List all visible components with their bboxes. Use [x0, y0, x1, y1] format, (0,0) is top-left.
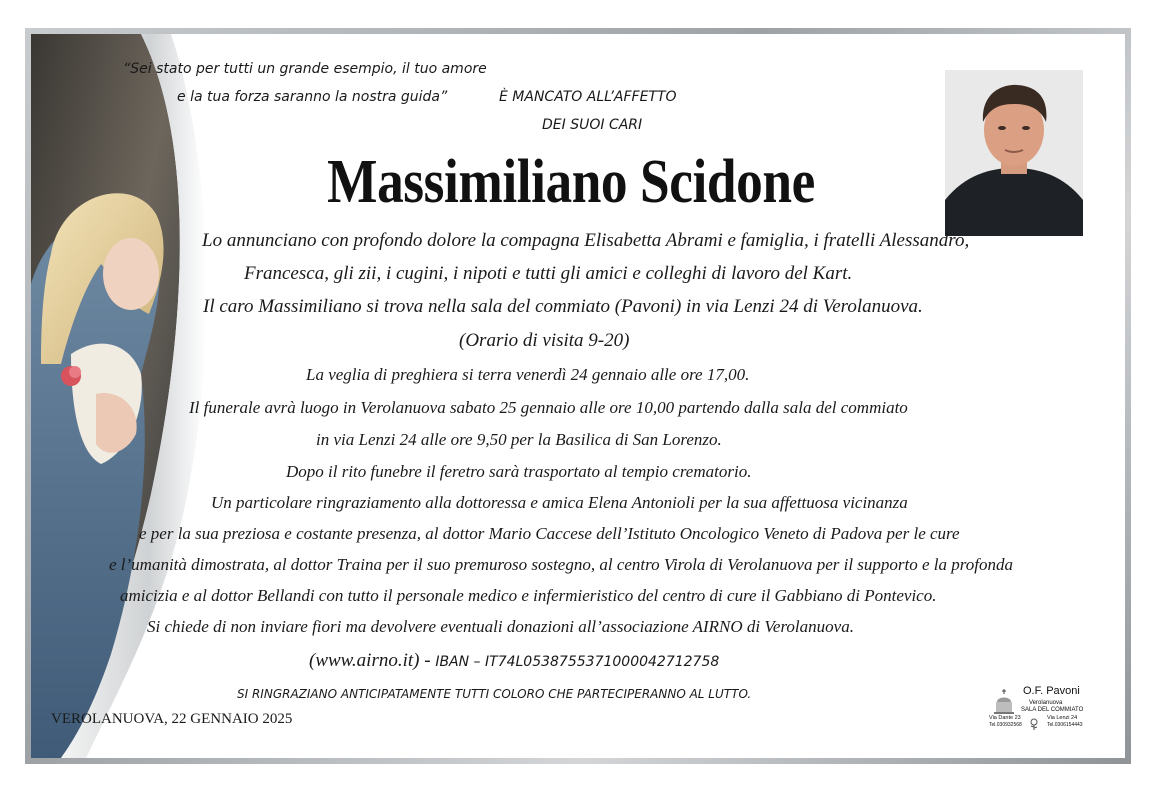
- funeral-home-logo: [989, 682, 1089, 738]
- thanks-line: SI RINGRAZIANO ANTICIPATAMENTE TUTTI COLORO CHE PARTECIPERANNO AL LUTTO.: [237, 687, 752, 701]
- body-line-8: Dopo il rito funebre il feretro sarà trasportato al tempio crematorio.: [286, 462, 752, 481]
- funeral-home-name: O.F. Pavoni: [1023, 685, 1080, 697]
- body-line-13: Si chiede di non inviare fiori ma devolvere eventuali donazioni all’associazione AIRNO di Verolanuova.: [147, 617, 854, 636]
- donation-iban: IBAN – IT74L0538755371000042712758: [435, 654, 720, 670]
- madonna-image: [31, 34, 231, 758]
- body-line-5: La veglia di preghiera si terra venerdì 24 gennaio alle ore 17,00.: [306, 365, 750, 384]
- body-line-12: amicizia e al dottor Bellandi con tutto il personale medico e infermieristico del centro di cure il Gabbiano di Pontevico.: [120, 586, 937, 605]
- funeral-home-address-2: Via Lenzi 24: [1047, 715, 1078, 721]
- quote-line-2: e la tua forza saranno la nostra guida”: [177, 89, 448, 105]
- body-line-3: Il caro Massimiliano si trova nella sala del commiato (Pavoni) in via Lenzi 24 di Verolanuova.: [203, 296, 923, 317]
- funeral-home-phone-2: Tel.0306154443: [1047, 722, 1083, 728]
- body-line-7: in via Lenzi 24 alle ore 9,50 per la Basilica di San Lorenzo.: [316, 430, 722, 449]
- body-line-10: e per la sua preziosa e costante presenza, al dottor Mario Caccese dell’Istituto Oncologico Veneto di Padova per le cure: [139, 524, 960, 543]
- deceased-name: Massimiliano Scidone: [327, 148, 815, 216]
- chapel-icon: [993, 688, 1015, 714]
- body-line-9: Un particolare ringraziamento alla dottoressa e amica Elena Antonioli per la sua affettuosa vicinanza: [211, 493, 908, 512]
- funeral-home-phone-1: Tel.030932568: [989, 722, 1022, 728]
- deceased-photo: [945, 70, 1083, 236]
- place-date: VEROLANUOVA, 22 GENNAIO 2025: [51, 711, 293, 727]
- quote-line-1: “Sei stato per tutti un grande esempio, il tuo amore: [123, 61, 487, 77]
- body-line-6: Il funerale avrà luogo in Verolanuova sabato 25 gennaio alle ore 10,00 partendo dalla sala del commiato: [189, 398, 908, 417]
- notice-sheet: [31, 34, 1125, 758]
- intro-line-1: È MANCATO ALL’AFFETTO: [499, 89, 677, 105]
- rose-icon: [1027, 717, 1041, 731]
- body-line-11: e l’umanità dimostrata, al dottor Traina per il suo premuroso sostegno, al centro Virola di Verolanuova per il supporto e la profonda: [109, 555, 1013, 574]
- body-line-1: Lo annunciano con profondo dolore la compagna Elisabetta Abrami e famiglia, i fratelli Alessandro,: [202, 230, 970, 251]
- body-line-4: (Orario di visita 9-20): [459, 330, 630, 351]
- donation-website: (www.airno.it) -: [309, 650, 431, 671]
- intro-line-2: DEI SUOI CARI: [542, 117, 643, 133]
- funeral-home-town: Verolanuova: [1029, 700, 1063, 706]
- funeral-home-room: SALA DEL COMMIATO: [1021, 707, 1084, 713]
- body-line-2: Francesca, gli zii, i cugini, i nipoti e tutti gli amici e colleghi di lavoro del Kart.: [244, 263, 853, 284]
- notice-frame: [25, 28, 1131, 764]
- funeral-home-address-1: Via Dante 23: [989, 715, 1021, 721]
- donation-line: [309, 650, 719, 672]
